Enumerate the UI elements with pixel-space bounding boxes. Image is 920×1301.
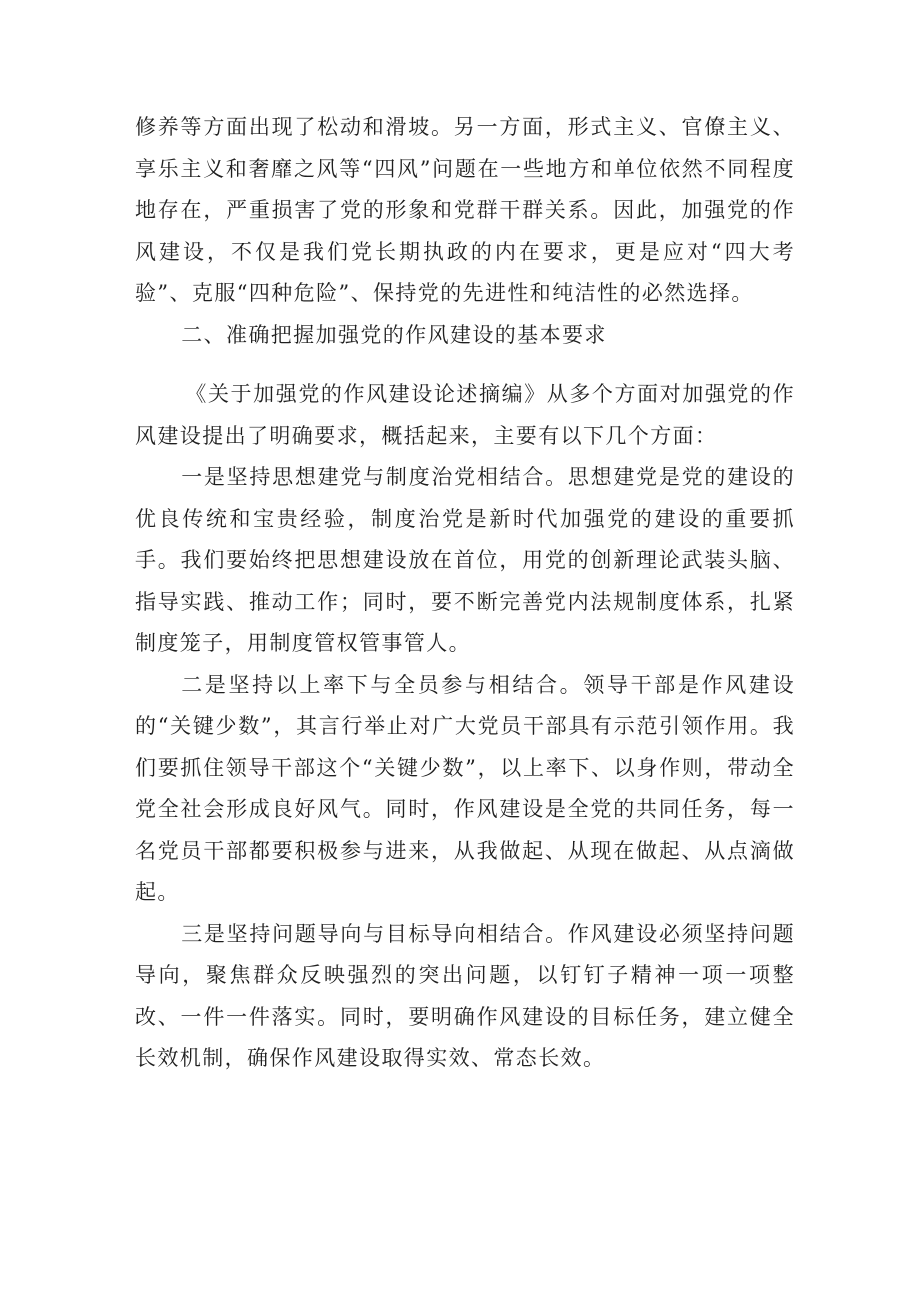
point-three-paragraph: 三是坚持问题导向与目标导向相结合。作风建设必须坚持问题导向，聚焦群众反映强烈的突出问题，以钉钉子精神一项一项整改、一件一件落实。同时，要明确作风建设的目标任务，建立健全长效机制，确保作风建设取得实效、常态长效。 bbox=[135, 921, 795, 1070]
paragraph-continuation: 修养等方面出现了松动和滑坡。另一方面，形式主义、官僚主义、享乐主义和奢靡之风等“四风”问题在一些地方和单位依然不同程度地存在，严重损害了党的形象和党群干群关系。因此，加强党的作风建设，不仅是我们党长期执政的内在要求，更是应对“四大考验”、克服“四种危险”、保持党的先进性和纯洁性的必然选择。 bbox=[135, 115, 795, 305]
section-heading: 二、准确把握加强党的作风建设的基本要求 bbox=[181, 322, 607, 347]
point-one-paragraph: 一是坚持思想建党与制度治党相结合。思想建党是党的建设的优良传统和宝贵经验，制度治党是新时代加强党的建设的重要抓手。我们要始终把思想建设放在首位，用党的创新理论武装头脑、指导实践、推动工作；同时，要不断完善党内法规制度体系，扎紧制度笼子，用制度管权管事管人。 bbox=[135, 465, 795, 655]
intro-paragraph: 《关于加强党的作风建设论述摘编》从多个方面对加强党的作风建设提出了明确要求，概括起来，主要有以下几个方面： bbox=[135, 382, 795, 448]
document-body bbox=[135, 107, 795, 1080]
spacer bbox=[135, 356, 795, 374]
point-two-paragraph: 二是坚持以上率下与全员参与相结合。领导干部是作风建设的“关键少数”，其言行举止对广大党员干部具有示范引领作用。我们要抓住领导干部这个“关键少数”，以上率下、以身作则，带动全党全社会形成良好风气。同时，作风建设是全党的共同任务，每一名党员干部都要积极参与进来，从我做起、从现在做起、从点滴做起。 bbox=[135, 672, 795, 904]
